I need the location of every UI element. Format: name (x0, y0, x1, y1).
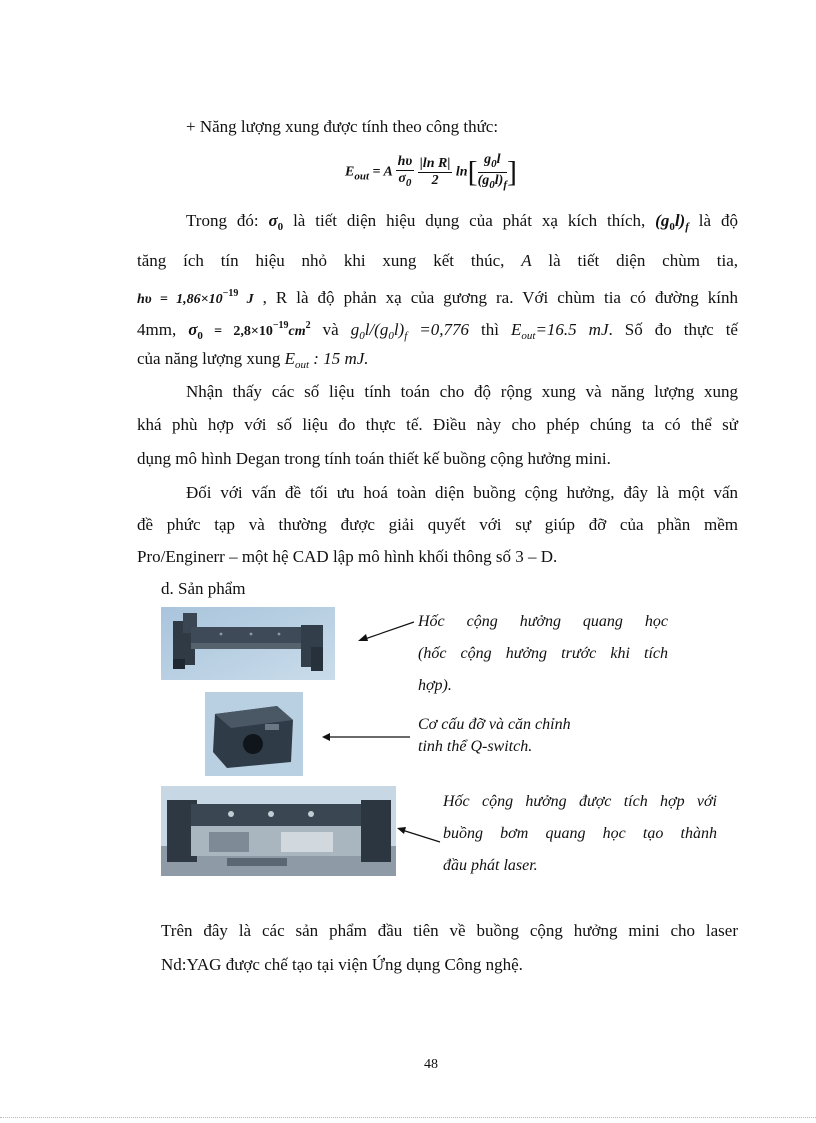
p1l4-ratio-sub2: 0 (388, 330, 394, 342)
frac3-num-tail: l (496, 152, 501, 167)
frac1-den-sigma: σ (398, 171, 406, 186)
para1-line5 (137, 348, 369, 376)
para1-line2 (137, 250, 738, 272)
qswitch-mount-photo (205, 692, 303, 776)
p1l1-b: là tiết diện hiệu dụng của phát xạ kích thích, (283, 211, 656, 230)
p1l5-E-sub: out (294, 359, 310, 371)
p1l1-gl-tail: l) (674, 211, 686, 230)
p1l4-ratio-val: =0,776 (407, 320, 470, 339)
laser-head-image (161, 786, 396, 876)
p1l4-a: 4mm, (137, 320, 189, 339)
p1l3-b: , R là độ phản xạ của gương ra. Với chùm tia có đường kính (253, 288, 738, 307)
p1l4-cm: cm (288, 324, 306, 339)
p1l4-d: . Số đo thực tế (608, 320, 738, 339)
formula-eq: = A (369, 164, 393, 180)
p1l1-a: Trong đó: (186, 211, 269, 230)
frac3-den-g: (g (477, 173, 490, 188)
p1l4-sigma-sub: 0 (197, 330, 203, 342)
para2-line1: Nhận thấy các số liệu tính toán cho độ rộng xung và năng lượng xung (186, 382, 738, 401)
formula-bracket-right: ] (507, 155, 517, 189)
frac2-num: |ln R| (419, 156, 451, 171)
p1l4-ratio: g (350, 320, 360, 339)
para1-line3 (137, 283, 738, 311)
frac3-den-sub: 0 (489, 179, 495, 191)
p1l1-sigma-sub: 0 (277, 221, 284, 233)
p1l4-cm-exp: 2 (305, 320, 311, 331)
caption-3-line1: Hốc cộng hưởng được tích hợp với (443, 793, 717, 810)
p1l1-gl-sub: 0 (669, 221, 675, 233)
arrow-3-icon (396, 826, 442, 846)
caption-3-line3: đầu phát laser. (443, 857, 538, 874)
frac3-den-tail: l) (494, 173, 504, 188)
formula-bracket-left: [ (467, 155, 478, 189)
para2-line3: dụng mô hình Degan trong tính toán thiết kế buồng cộng hưởng mini. (137, 449, 611, 468)
p1l1-c: là độ (688, 211, 738, 230)
formula-lhs-sub: out (354, 170, 370, 183)
p1l4-ratio-sub3: f (404, 330, 408, 342)
p1l1-sigma: σ (268, 211, 278, 230)
frac3-den (478, 173, 507, 193)
p1l2-A: A (521, 251, 532, 270)
para2-line2: khá phù hợp với số liệu đo thực tế. Điều này cho phép chúng ta có thể sử (137, 415, 738, 434)
p1l4-ratio3: l) (393, 320, 405, 339)
p1l1-gl-sub2: f (685, 221, 689, 233)
formula-ln: ln (455, 164, 468, 180)
caption-1-line1: Hốc cộng hưởng quang học (418, 613, 668, 630)
p1l3-exp: −19 (222, 288, 239, 299)
energy-formula (345, 152, 517, 198)
p1l4-E: E (510, 320, 522, 339)
p1l5-a: của năng lượng xung (137, 349, 285, 368)
para3-line3: Pro/Enginerr – một hệ CAD lập mô hình khối thông số 3 – D. (137, 547, 558, 566)
formula-frac-1 (396, 154, 415, 191)
p1l4-exp: −19 (272, 320, 289, 331)
p1l4-sigma: σ (188, 320, 198, 339)
p1l4-b: và (310, 320, 351, 339)
intro-text: + Năng lượng xung được tính theo công thức: (186, 117, 499, 136)
frac3-den-sub2: f (503, 179, 507, 191)
caption-1-line2: (hốc cộng hưởng trước khi tích (418, 645, 668, 662)
arrow-2-icon (320, 731, 412, 743)
p1l4-ratio2: l/(g (364, 320, 389, 339)
frac3-num (478, 152, 507, 173)
frac1-den-sub: 0 (405, 177, 412, 189)
qswitch-mount-image (205, 692, 303, 776)
page-number: 48 (424, 1057, 438, 1072)
p1l4-Eval: =16.5 mJ (535, 320, 609, 339)
caption-3-line2: buồng bơm quang học tạo thành (443, 825, 717, 842)
formula-frac-3 (478, 152, 507, 193)
p1l4-E-sub: out (521, 330, 536, 342)
laser-head-photo (161, 786, 396, 876)
para4-line1: Trên đây là các sản phẩm đầu tiên về buồng cộng hưởng mini cho laser (161, 921, 738, 940)
frac3-num-g: g (484, 152, 492, 167)
caption-2-line1: Cơ cấu đỡ và căn chỉnh (418, 716, 571, 733)
caption-1-line3: hợp). (418, 677, 452, 694)
p1l5-E: E (284, 349, 295, 368)
para3-line1: Đối với vấn đề tối ưu hoá toàn diện buồng cộng hưởng, đây là một vấn (186, 483, 738, 502)
p1l2-a: tăng ích tín hiệu nhỏ khi xung kết thúc, (137, 251, 522, 270)
section-heading: d. Sản phẩm (161, 579, 246, 598)
formula-frac-2 (418, 156, 453, 189)
para1-line4 (137, 315, 738, 347)
frac1-num: hυ (397, 154, 413, 169)
p1l2-b: là tiết diện chùm tia, (531, 251, 739, 270)
formula-lhs: E (345, 164, 355, 180)
p1l4-ratio-sub: 0 (359, 330, 365, 342)
p1l3-hv: hυ = 1,86×10 (137, 292, 223, 307)
resonator-cavity-image (161, 607, 335, 680)
caption-2-line2: tinh thể Q-switch. (418, 738, 533, 755)
para4-line2: Nd:YAG được chế tạo tại viện Ứng dụng Công nghệ. (161, 955, 523, 974)
p1l4-sval: = 2,8×10 (202, 324, 273, 339)
arrow-1-icon (356, 620, 416, 644)
resonator-cavity-photo (161, 607, 335, 680)
p1l4-c: thì (469, 320, 511, 339)
frac2-den: 2 (431, 173, 439, 188)
p1l3-J: J (238, 292, 254, 307)
para3-line2: đề phức tạp và thường được giải quyết với sự giúp đỡ của phần mềm (137, 515, 738, 534)
page-bottom-border (0, 1117, 816, 1118)
p1l1-gl: (g (655, 211, 670, 230)
frac1-den (396, 171, 415, 191)
p1l5-val: : 15 mJ. (309, 349, 369, 368)
frac3-num-sub: 0 (491, 158, 497, 170)
para1-line1 (186, 210, 738, 238)
